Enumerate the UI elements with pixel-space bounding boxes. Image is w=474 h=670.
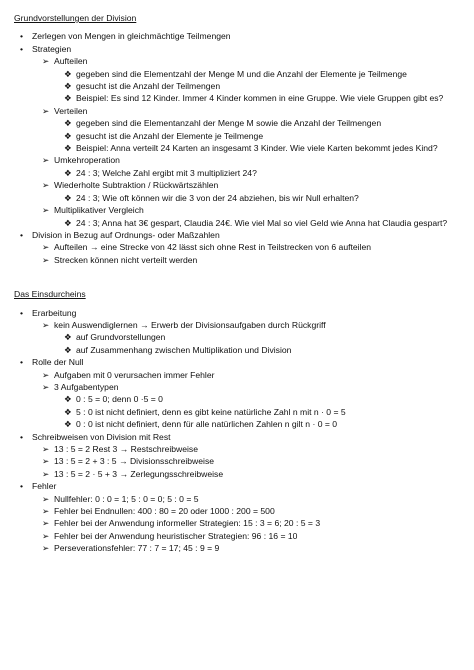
section-title: Grundvorstellungen der Division — [14, 13, 137, 23]
list-item-text: 24 : 3; Anna hat 3€ gespart, Claudia 24€. Wie viel Mal so viel Geld wie Anna hat Claudia gespart? — [76, 217, 448, 228]
document-body — [14, 12, 460, 555]
list-item — [14, 43, 460, 55]
list-item-text: Perseverationsfehler: 77 : 7 = 17; 45 : 9 = 9 — [54, 543, 220, 554]
list-item — [14, 142, 460, 154]
arrowhead-icon: ➢ — [42, 381, 50, 392]
list-item-text: Aufteilen — [54, 56, 88, 67]
list-item — [14, 254, 460, 266]
list-item — [14, 307, 460, 319]
arrowhead-icon: ➢ — [42, 506, 50, 517]
list-item — [14, 455, 460, 467]
list-item — [14, 344, 460, 356]
list-item-text: 0 : 0 ist nicht definiert, denn für alle natürlichen Zahlen n gilt n · 0 = 0 — [76, 419, 338, 430]
list-item-text: Nullfehler: 0 : 0 = 1; 5 : 0 = 0; 5 : 0 = 5 — [54, 493, 199, 504]
list-item — [14, 167, 460, 179]
list-item — [14, 319, 460, 331]
list-item-text: Strecken können nicht verteilt werden — [54, 254, 198, 265]
diamond-icon: ❖ — [64, 406, 72, 417]
list-item — [14, 92, 460, 104]
bullet-icon: • — [20, 307, 24, 318]
list-item-text: 24 : 3; Wie oft können wir die 3 von der 24 abziehen, bis wir Null erhalten? — [76, 192, 359, 203]
bullet-icon: • — [20, 481, 24, 492]
diamond-icon: ❖ — [64, 68, 72, 79]
bullet-icon: • — [20, 31, 24, 42]
list-item — [14, 130, 460, 142]
arrowhead-icon: ➢ — [42, 242, 50, 253]
list-item — [14, 381, 460, 393]
arrowhead-icon: ➢ — [42, 205, 50, 216]
list-item-text: Beispiel: Es sind 12 Kinder. Immer 4 Kinder kommen in eine Gruppe. Wie viele Gruppen gibt es? — [76, 93, 444, 104]
list-item-text: gesucht ist die Anzahl der Elemente je Teilmenge — [76, 130, 264, 141]
arrowhead-icon: ➢ — [42, 456, 50, 467]
diamond-icon: ❖ — [64, 118, 72, 129]
list-item-text: Aufteilen → eine Strecke von 42 lässt sich ohne Rest in Teilstrecken von 6 aufteilen — [54, 242, 372, 253]
list-item-text: gegeben sind die Elementanzahl der Menge M sowie die Anzahl der Teilmengen — [76, 118, 382, 129]
arrowhead-icon: ➢ — [42, 105, 50, 116]
diamond-icon: ❖ — [64, 332, 72, 343]
list-item-text: gegeben sind die Elementzahl der Menge M und die Anzahl der Elemente je Teilmenge — [76, 68, 407, 79]
list-item — [14, 241, 460, 253]
list-item-text: Zerlegen von Mengen in gleichmächtige Teilmengen — [32, 31, 231, 42]
list-item-text: 0 : 5 = 0; denn 0 ·5 = 0 — [76, 394, 163, 405]
diamond-icon: ❖ — [64, 143, 72, 154]
list-item — [14, 480, 460, 492]
list-item-text: Schreibweisen von Division mit Rest — [32, 431, 171, 442]
list-item — [14, 356, 460, 368]
arrowhead-icon: ➢ — [42, 530, 50, 541]
list-item — [14, 505, 460, 517]
list-item-text: Fehler bei der Anwendung informeller Strategien: 15 : 3 = 6; 20 : 5 = 3 — [54, 518, 321, 529]
list-item — [14, 154, 460, 166]
arrowhead-icon: ➢ — [42, 518, 50, 529]
list-item — [14, 229, 460, 241]
list-item — [14, 192, 460, 204]
diamond-icon: ❖ — [64, 192, 72, 203]
list-item — [14, 217, 460, 229]
arrowhead-icon: ➢ — [42, 319, 50, 330]
list-item-text: Erarbeitung — [32, 307, 77, 318]
arrowhead-icon: ➢ — [42, 468, 50, 479]
list-item-text: Beispiel: Anna verteilt 24 Karten an insgesamt 3 Kinder. Wie viele Karten bekommt jedes Kind? — [76, 143, 438, 154]
bullet-icon: • — [20, 43, 24, 54]
list-item-text: auf Zusammenhang zwischen Multiplikation und Division — [76, 344, 292, 355]
list-item-text: Aufgaben mit 0 verursachen immer Fehler — [54, 369, 215, 380]
arrowhead-icon: ➢ — [42, 56, 50, 67]
diamond-icon: ❖ — [64, 81, 72, 92]
list-item-text: Rolle der Null — [32, 357, 84, 368]
list-item — [14, 179, 460, 191]
list-item — [14, 369, 460, 381]
diamond-icon: ❖ — [64, 130, 72, 141]
list-item — [14, 331, 460, 343]
list-item-text: Umkehroperation — [54, 155, 120, 166]
list-item-text: Fehler bei der Anwendung heuristischer Strategien: 96 : 16 = 10 — [54, 530, 298, 541]
list-item-text: Fehler bei Endnullen: 400 : 80 = 20 oder 1000 : 200 = 500 — [54, 506, 275, 517]
list-item-text: 3 Aufgabentypen — [54, 381, 119, 392]
arrowhead-icon: ➢ — [42, 155, 50, 166]
arrowhead-icon: ➢ — [42, 369, 50, 380]
list-item-text: Wiederholte Subtraktion / Rückwärtszählen — [54, 180, 219, 191]
list-item-text: Strategien — [32, 43, 72, 54]
arrowhead-icon: ➢ — [42, 543, 50, 554]
diamond-icon: ❖ — [64, 93, 72, 104]
list-item — [14, 105, 460, 117]
list-item — [14, 393, 460, 405]
list-item-text: 24 : 3; Welche Zahl ergibt mit 3 multipliziert 24? — [76, 167, 257, 178]
diamond-icon: ❖ — [64, 419, 72, 430]
arrowhead-icon: ➢ — [42, 444, 50, 454]
section-gap — [14, 266, 460, 288]
list-item-text: 5 : 0 ist nicht definiert, denn es gibt keine natürliche Zahl n mit n · 0 = 5 — [76, 406, 346, 417]
arrowhead-icon: ➢ — [42, 180, 50, 191]
list-item — [14, 418, 460, 430]
list-item-text: Verteilen — [54, 105, 88, 116]
arrowhead-icon: ➢ — [42, 254, 50, 265]
list-item-text: kein Auswendiglernen → Erwerb der Divisionsaufgaben durch Rückgriff — [54, 319, 326, 330]
list-item — [14, 117, 460, 129]
list-item — [14, 517, 460, 529]
list-item-text: auf Grundvorstellungen — [76, 332, 166, 343]
arrowhead-icon: ➢ — [42, 493, 50, 504]
diamond-icon: ❖ — [64, 217, 72, 228]
list-item-text: Multiplikativer Vergleich — [54, 205, 144, 216]
list-item — [14, 55, 460, 67]
list-item — [14, 542, 460, 554]
list-item — [14, 443, 460, 455]
list-item — [14, 68, 460, 80]
diamond-icon: ❖ — [64, 344, 72, 355]
diamond-icon: ❖ — [64, 394, 72, 405]
list-item — [14, 493, 460, 505]
list-item — [14, 530, 460, 542]
list-item-text: 13 : 5 = 2 Rest 3 → Restschreibweise — [54, 444, 199, 454]
list-item-text: Division in Bezug auf Ordnungs- oder Maßzahlen — [32, 229, 220, 240]
list-item-text: 13 : 5 = 2 + 3 : 5 → Divisionsschreibweise — [54, 456, 215, 467]
list-item — [14, 431, 460, 443]
list-item — [14, 80, 460, 92]
list-item — [14, 406, 460, 418]
list-item-text: Fehler — [32, 481, 57, 492]
bullet-icon: • — [20, 229, 24, 240]
list-item-text: 13 : 5 = 2 · 5 + 3 → Zerlegungsschreibweise — [54, 468, 224, 479]
bullet-icon: • — [20, 357, 24, 368]
bullet-icon: • — [20, 431, 24, 442]
list-item-text: gesucht ist die Anzahl der Teilmengen — [76, 81, 221, 92]
section-title: Das Einsdurcheins — [14, 289, 86, 300]
list-item — [14, 204, 460, 216]
list-item — [14, 468, 460, 480]
list-item — [14, 30, 460, 42]
diamond-icon: ❖ — [64, 167, 72, 178]
